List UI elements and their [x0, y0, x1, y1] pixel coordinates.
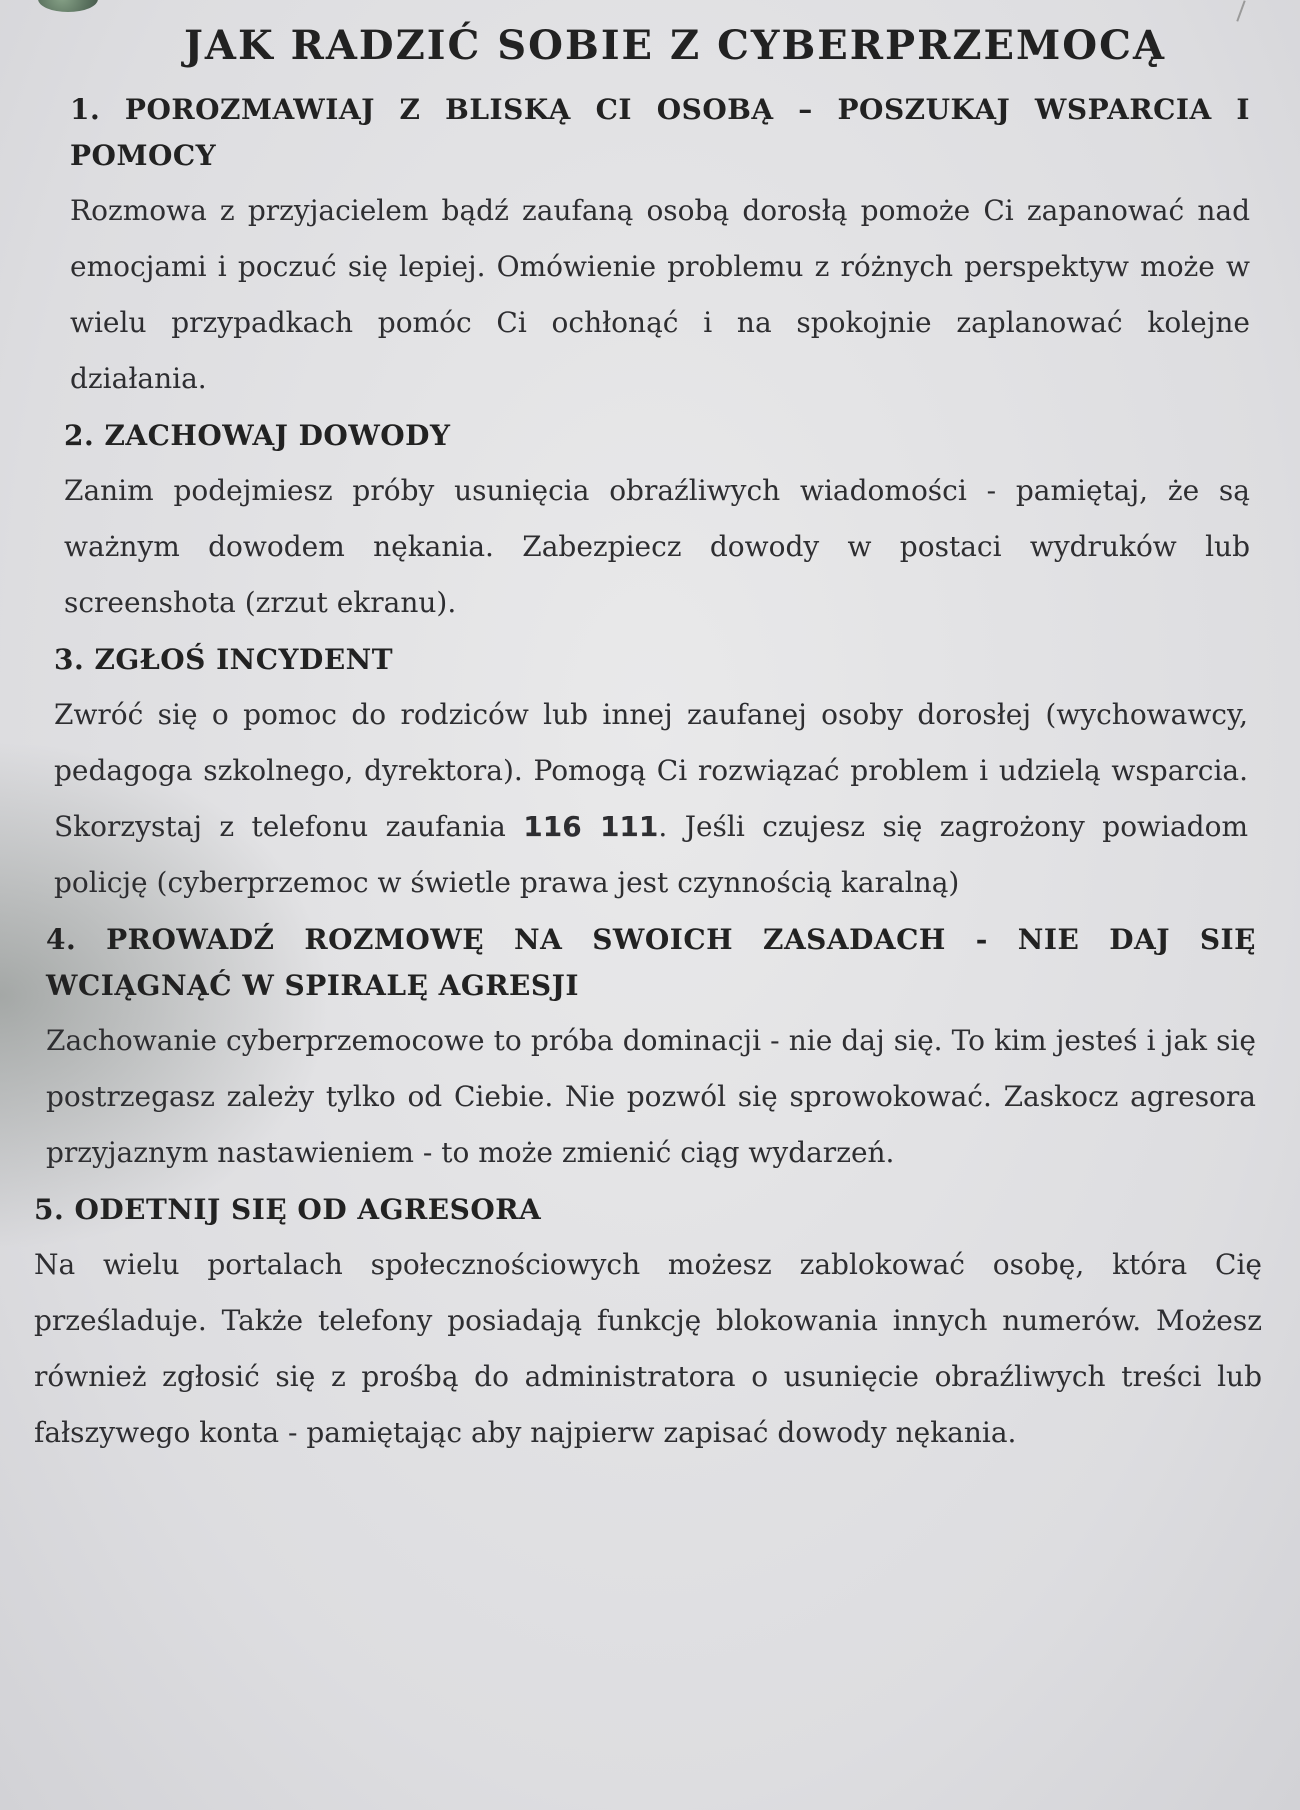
section-3 — [54, 637, 1248, 911]
pushpin-icon — [38, 0, 98, 12]
section-body-text: Zwróć się o pomoc do rodziców lub innej zaufanej osoby dorosłej (wychowawcy, pedagoga szkolnego, dyrektora). Pomogą Ci rozwiązać problem i udzielą wsparcia. Skorzystaj z telefonu zaufania — [54, 698, 1248, 843]
section-body — [54, 687, 1248, 911]
section-heading: 2. ZACHOWAJ DOWODY — [64, 419, 451, 452]
document-title: JAK RADZIĆ SOBIE Z CYBERPRZEMOCĄ — [183, 22, 1166, 69]
document-content — [34, 22, 1270, 1467]
section-4 — [46, 917, 1256, 1181]
section-2 — [64, 413, 1250, 631]
section-1 — [70, 87, 1250, 407]
section-heading: 4. PROWADŹ ROZMOWĘ NA SWOICH ZASADACH - NIE DAJ SIĘ WCIĄGNĄĆ W SPIRALĘ AGRESJI — [46, 923, 1256, 1002]
section-5 — [34, 1187, 1262, 1461]
pin-needle-icon — [1236, 0, 1245, 21]
section-body: Zachowanie cyberprzemocowe to próba dominacji - nie daj się. To kim jesteś i jak się postrzegasz zależy tylko od Ciebie. Nie pozwól się sprowokować. Zaskocz agresora przyjaznym nastawieniem - to może zmienić ciąg wydarzeń. — [46, 1024, 1256, 1169]
section-heading: 3. ZGŁOŚ INCYDENT — [54, 643, 394, 676]
helpline-number: 116 111 — [523, 810, 659, 843]
section-body: Rozmowa z przyjacielem bądź zaufaną osobą dorosłą pomoże Ci zapanować nad emocjami i poczuć się lepiej. Omówienie problemu z różnych perspektyw może w wielu przypadkach pomóc Ci ochłonąć i na spokojnie zaplanować kolejne działania. — [70, 194, 1250, 395]
section-heading: 1. POROZMAWIAJ Z BLISKĄ CI OSOBĄ – POSZUKAJ WSPARCIA I POMOCY — [70, 93, 1250, 172]
section-heading: 5. ODETNIJ SIĘ OD AGRESORA — [34, 1193, 542, 1226]
section-body: Na wielu portalach społecznościowych możesz zablokować osobę, która Cię prześladuje. Także telefony posiadają funkcję blokowania innych numerów. Możesz również zgłosić się z prośbą do administratora o usunięcie obraźliwych treści lub fałszywego konta - pamiętając aby najpierw zapisać dowody nękania. — [34, 1248, 1262, 1449]
section-body-text: . Jeśli czujesz się zagrożony powiadom policję (cyberprzemoc w świetle prawa jest czynnością karalną) — [54, 810, 1248, 899]
section-body: Zanim podejmiesz próby usunięcia obraźliwych wiadomości - pamiętaj, że są ważnym dowodem nękania. Zabezpiecz dowody w postaci wydruków lub screenshota (zrzut ekranu). — [64, 474, 1250, 619]
